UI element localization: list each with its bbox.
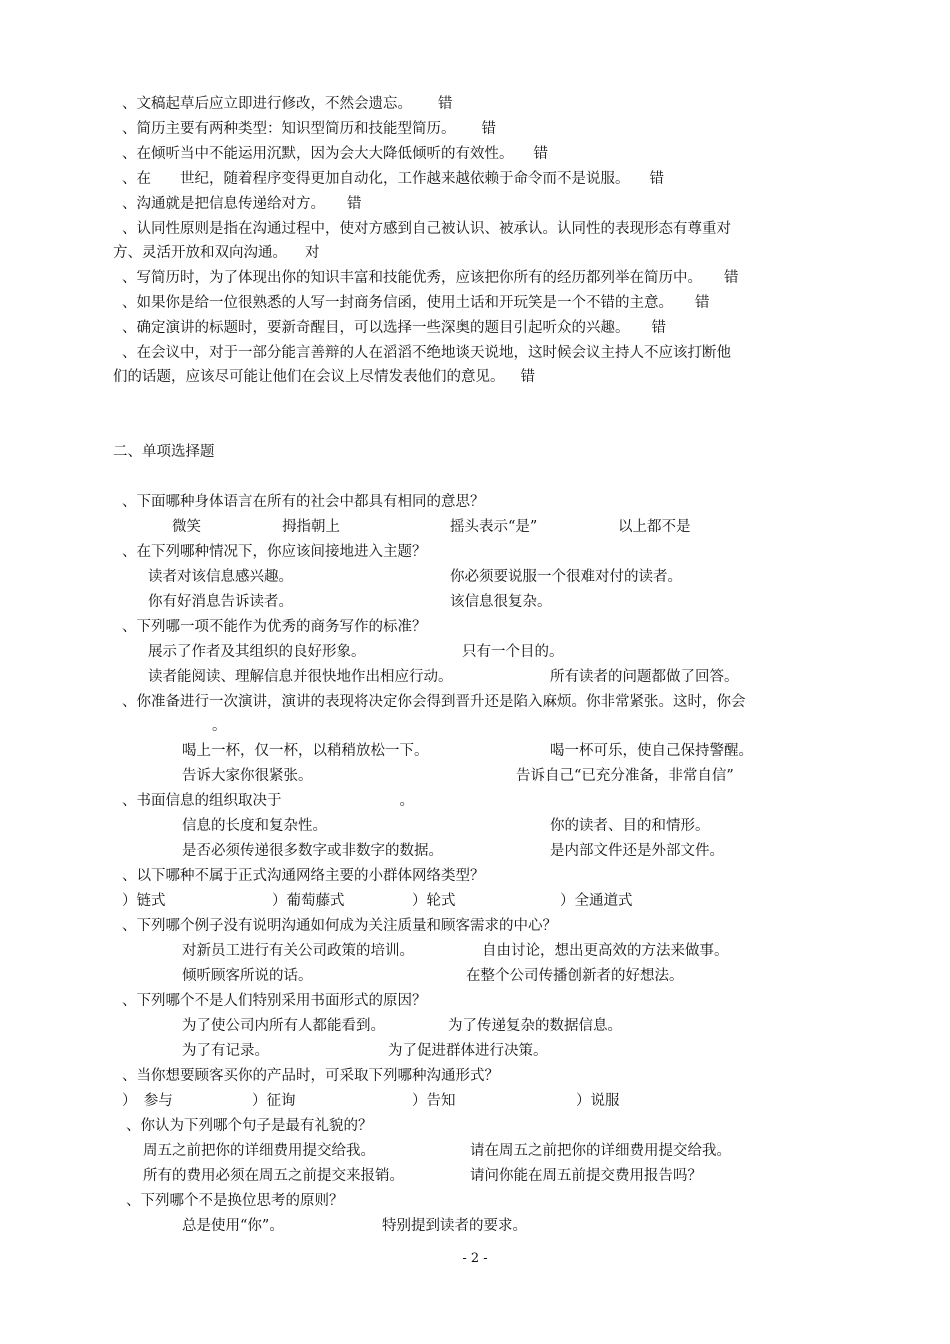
mc-option: 微笑 <box>172 519 201 535</box>
mc-option: ）说服 <box>576 1093 620 1109</box>
mc-option: 喝上一杯，仅一杯，以稍稍放松一下。 <box>182 743 429 759</box>
mc-option: 告诉大家你很紧张。 <box>182 768 313 784</box>
tf-answer: 对 <box>305 245 320 261</box>
mc-option: 在整个公司传播创新者的好想法。 <box>466 968 684 984</box>
mc-question-2: 、在下列哪种情况下，你应该间接地进入主题？ <box>122 544 427 560</box>
tf-item-4: 、在 世纪，随着程序变得更加自动化，工作越来越依赖于命令而不是说服。 错 <box>122 171 664 187</box>
mc-option: ）征询 <box>252 1093 296 1109</box>
mc-option: 喝一杯可乐，使自己保持警醒。 <box>550 743 753 759</box>
mc-option: 总是使用“你”。 <box>182 1218 284 1234</box>
tf-item-8: 、如果你是给一位很熟悉的人写一封商务信函，使用土话和开玩笑是一个不错的主意。 错 <box>122 295 710 311</box>
mc-option: 是内部文件还是外部文件。 <box>550 843 724 859</box>
mc-option: 为了传递复杂的数据信息。 <box>448 1018 622 1034</box>
mc-option: 周五之前把你的详细费用提交给我。 <box>143 1143 375 1159</box>
mc-option: ） 参与 <box>122 1093 173 1109</box>
mc-option: ）链式 <box>122 893 166 909</box>
mc-option: 拇指朝上 <box>282 519 340 535</box>
mc-option: 特别提到读者的要求。 <box>382 1218 527 1234</box>
mc-option: 以上都不是 <box>618 519 691 535</box>
mc-option: ）葡萄藤式 <box>272 893 345 909</box>
mc-question-8: 、下列哪个不是人们特别采用书面形式的原因？ <box>122 993 427 1009</box>
tf-answer: 错 <box>533 146 548 162</box>
mc-option: 为了有记录。 <box>182 1043 269 1059</box>
mc-option: 请问你能在周五前提交费用报告吗？ <box>470 1168 702 1184</box>
section-heading: 二、单项选择题 <box>113 444 215 460</box>
mc-option: 信息的长度和复杂性。 <box>182 818 327 834</box>
mc-option: 所有的费用必须在周五之前提交来报销。 <box>143 1168 404 1184</box>
mc-option: 为了使公司内所有人都能看到。 <box>182 1018 385 1034</box>
mc-question-3: 、下列哪一项不能作为优秀的商务写作的标准？ <box>122 619 427 635</box>
page-number: - 2 - <box>462 1251 488 1266</box>
mc-question-11: 、下列哪个不是换位思考的原则？ <box>126 1193 344 1209</box>
mc-option: 读者能阅读、理解信息并很快地作出相应行动。 <box>148 669 453 685</box>
tf-item-7: 、写简历时，为了体现出你的知识丰富和技能优秀，应该把你所有的经历都列举在简历中。 错 <box>122 270 739 286</box>
mc-option: 为了促进群体进行决策。 <box>388 1043 548 1059</box>
mc-option: 自由讨论，想出更高效的方法来做事。 <box>482 943 729 959</box>
tf-answer: 错 <box>695 295 710 311</box>
mc-question-10: 、你认为下列哪个句子是最有礼貌的？ <box>126 1118 373 1134</box>
mc-question-6: 、以下哪种不属于正式沟通网络主要的小群体网络类型？ <box>122 868 485 884</box>
mc-option: 读者对该信息感兴趣。 <box>148 569 293 585</box>
mc-option: ）轮式 <box>412 893 456 909</box>
tf-answer: 错 <box>651 320 666 336</box>
tf-answer: 错 <box>649 171 664 187</box>
tf-answer: 错 <box>724 270 739 286</box>
mc-question-7: 、下列哪个例子没有说明沟通如何成为关注质量和顾客需求的中心？ <box>122 918 557 934</box>
mc-option: 该信息很复杂。 <box>450 594 552 610</box>
tf-item-6: 、认同性原则是指在沟通过程中，使对方感到自己被认识、被承认。认同性的表现形态有尊重对 <box>122 221 731 237</box>
mc-question-4-cont: 。 <box>212 718 227 734</box>
mc-option: 摇头表示“是” <box>450 519 538 535</box>
mc-option: 对新员工进行有关公司政策的培训。 <box>182 943 414 959</box>
mc-option: ）全通道式 <box>560 893 633 909</box>
tf-answer: 错 <box>520 369 535 385</box>
tf-item-5: 、沟通就是把信息传递给对方。 错 <box>122 196 362 212</box>
tf-item-10-cont: 们的话题，应该尽可能让他们在会议上尽情发表他们的意见。 错 <box>113 369 535 385</box>
tf-item-10: 、在会议中，对于一部分能言善辩的人在滔滔不绝地谈天说地，这时候会议主持人不应该打断他 <box>122 345 731 361</box>
mc-question-5: 、书面信息的组织取决于 。 <box>122 793 414 809</box>
mc-option: 告诉自己“已充分准备，非常自信” <box>516 768 734 784</box>
tf-answer: 错 <box>438 96 453 112</box>
mc-question-9: 、当你想要顾客买你的产品时，可采取下列哪种沟通形式？ <box>122 1068 499 1084</box>
mc-option: 你必须要说服一个很难对付的读者。 <box>450 569 682 585</box>
mc-option: 请在周五之前把你的详细费用提交给我。 <box>470 1143 731 1159</box>
tf-item-6-cont: 方、灵活开放和双向沟通。 对 <box>113 245 320 261</box>
mc-question-1: 、下面哪种身体语言在所有的社会中都具有相同的意思？ <box>122 494 485 510</box>
mc-option: 你的读者、目的和情形。 <box>550 818 710 834</box>
answer-blank: 。 <box>399 793 414 809</box>
tf-item-3: 、在倾听当中不能运用沉默，因为会大大降低倾听的有效性。 错 <box>122 146 548 162</box>
mc-question-4: 、你准备进行一次演讲，演讲的表现将决定你会得到晋升还是陷入麻烦。你非常紧张。这时，你会 <box>122 694 746 710</box>
mc-option: 是否必须传递很多数字或非数字的数据。 <box>182 843 443 859</box>
tf-item-2: 、简历主要有两种类型：知识型简历和技能型简历。 错 <box>122 121 496 137</box>
mc-option: 只有一个目的。 <box>462 644 564 660</box>
mc-option: 倾听顾客所说的话。 <box>182 968 313 984</box>
tf-answer: 错 <box>347 196 362 212</box>
tf-item-9: 、确定演讲的标题时，要新奇醒目，可以选择一些深奥的题目引起听众的兴趣。 错 <box>122 320 666 336</box>
mc-option: 你有好消息告诉读者。 <box>148 594 293 610</box>
mc-option: 所有读者的问题都做了回答。 <box>550 669 739 685</box>
mc-option: 展示了作者及其组织的良好形象。 <box>148 644 366 660</box>
tf-answer: 错 <box>481 121 496 137</box>
mc-option: ）告知 <box>412 1093 456 1109</box>
tf-item-1: 、文稿起草后应立即进行修改，不然会遗忘。 错 <box>122 96 453 112</box>
